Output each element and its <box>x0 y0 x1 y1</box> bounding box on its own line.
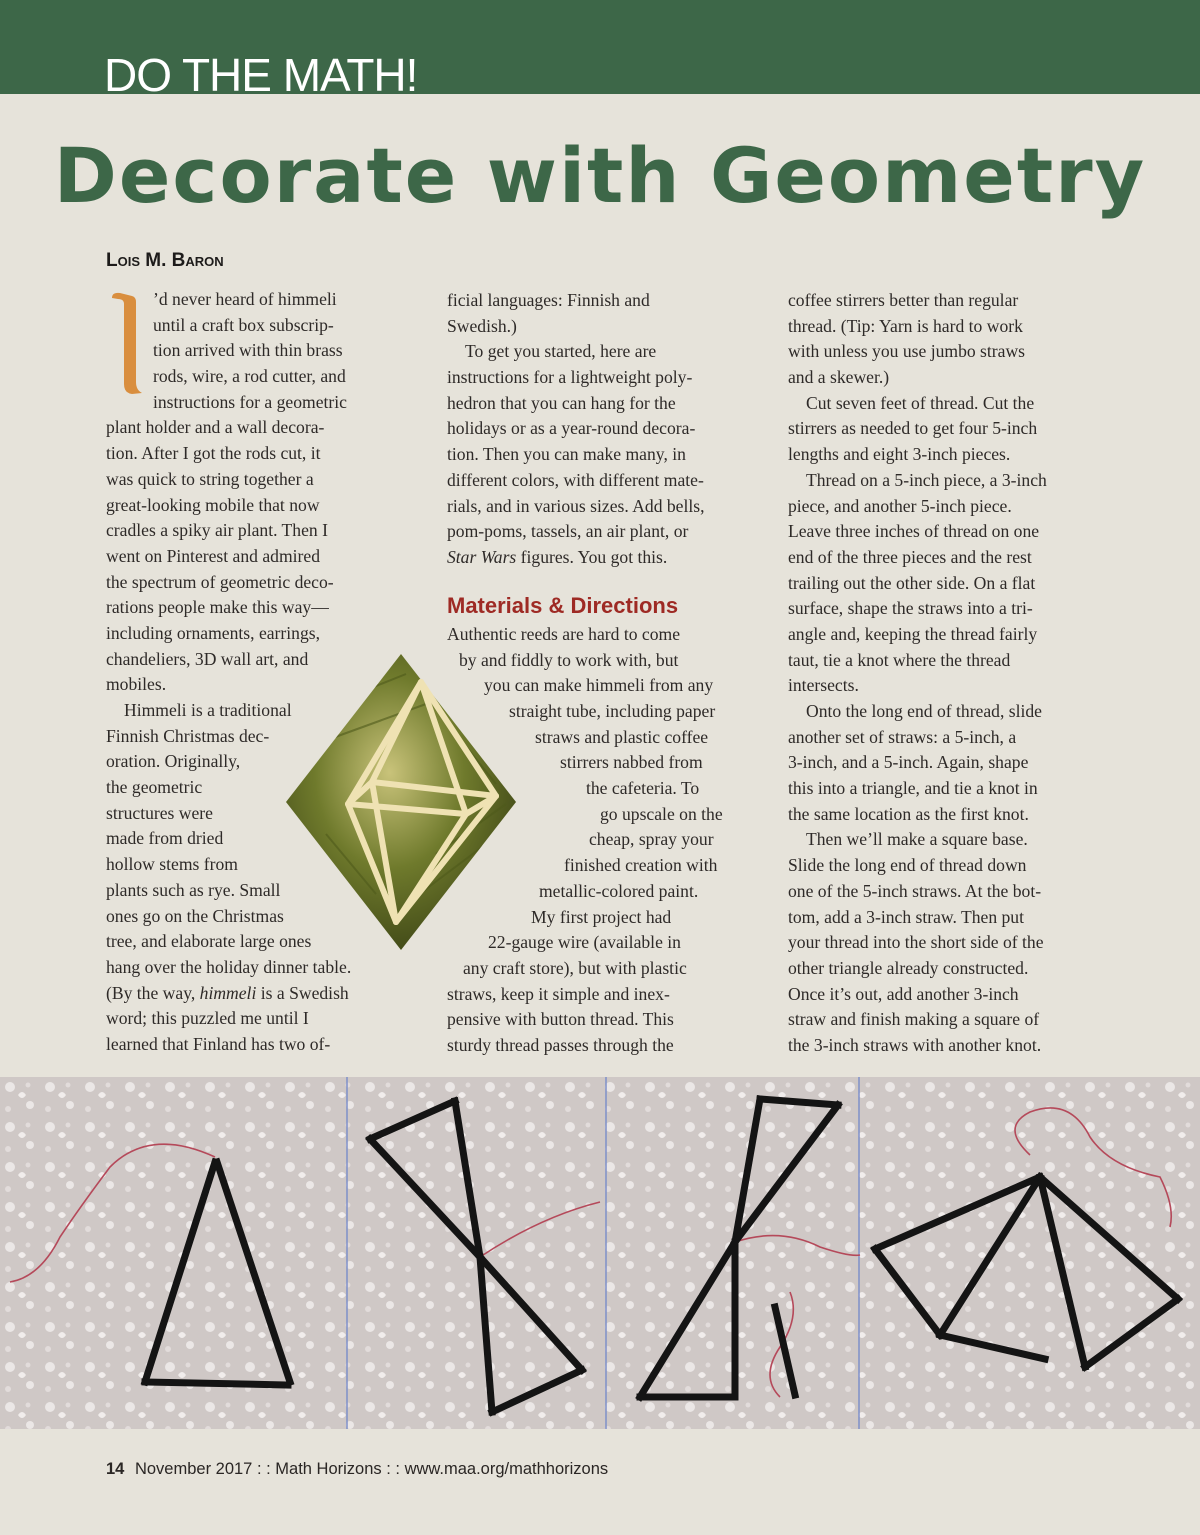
text-line: any craft store), but with plastic <box>463 957 687 978</box>
text-line: plants such as rye. Small <box>106 879 281 900</box>
text-fragment: (By the way, <box>106 982 200 1003</box>
text-line: rials, and in various sizes. Add bells, <box>447 495 705 516</box>
text-line: Himmeli is a traditional <box>124 700 292 720</box>
text-line: tion. After I got the rods cut, it <box>106 443 321 464</box>
text-line: ’d never heard of himmeli <box>153 289 337 309</box>
text-line: rods, wire, a rod cutter, and <box>153 366 346 387</box>
text-line: straw and finish making a square of <box>788 1009 1040 1030</box>
page-footer <box>106 1460 608 1479</box>
text-line: go upscale on the <box>600 803 723 824</box>
text-line: thread. (Tip: Yarn is hard to work <box>788 315 1023 336</box>
text-line: instructions for a geometric <box>153 391 347 412</box>
text-line: structures were <box>106 802 213 823</box>
section-label: DO THE MATH! <box>104 49 418 94</box>
text-line: metallic-colored paint. <box>539 880 699 901</box>
text-line: Then we’ll make a square base. <box>806 829 1028 850</box>
text-line: tion. Then you can make many, in <box>447 444 686 465</box>
text-line: cradles a spiky air plant. Then I <box>106 520 328 541</box>
text-line: coffee stirrers better than regular <box>788 290 1019 310</box>
text-line: by and fiddly to work with, but <box>459 649 679 670</box>
text-line: Thread on a 5-inch piece, a 3-inch <box>806 469 1047 490</box>
text-line: other triangle already constructed. <box>788 957 1029 978</box>
text-fragment: figures. You got this. <box>516 546 668 567</box>
text-line: the 3-inch straws with another knot. <box>788 1034 1042 1055</box>
text-line: Authentic reeds are hard to come <box>447 623 681 644</box>
text-line: was quick to string together a <box>106 468 314 489</box>
text-line: pensive with button thread. This <box>447 1009 674 1030</box>
text-line: instructions for a lightweight poly- <box>447 367 693 388</box>
text-line: your thread into the short side of the <box>788 932 1044 953</box>
page-number: 14 <box>106 1460 125 1478</box>
text-line: ficial languages: Finnish and <box>447 290 650 310</box>
text-line: pom-poms, tassels, an air plant, or <box>447 521 689 542</box>
text-line <box>447 545 759 571</box>
text-line <box>106 981 418 1007</box>
text-line: Once it’s out, add another 3-inch <box>788 983 1019 1004</box>
text-line: word; this puzzled me until I <box>106 1008 309 1029</box>
italic-term: himmeli <box>199 982 257 1003</box>
text-line: mobiles. <box>106 674 167 695</box>
text-line: oration. Originally, <box>106 751 241 772</box>
text-line: the geometric <box>106 777 203 798</box>
text-line: made from dried <box>106 828 224 849</box>
text-line: with unless you use jumbo straws <box>788 341 1026 362</box>
text-line: straight tube, including paper <box>509 701 716 721</box>
text-line: Onto the long end of thread, slide <box>806 701 1042 721</box>
text-line: this into a triangle, and tie a knot in <box>788 778 1038 799</box>
text-line: My first project had <box>531 906 672 927</box>
article-column-3 <box>788 288 1100 1059</box>
text-line: the same location as the first knot. <box>788 803 1029 824</box>
text-line: Swedish.) <box>447 315 517 336</box>
text-line: the cafeteria. To <box>586 778 700 799</box>
text-line: another set of straws: a 5-inch, a <box>788 726 1017 747</box>
text-line: To get you started, here are <box>465 341 657 362</box>
text-line: and a skewer.) <box>788 367 890 388</box>
text-line: you can make himmeli from any <box>484 675 714 696</box>
text-line: stirrers as needed to get four 5-inch <box>788 418 1038 439</box>
text-line: one of the 5-inch straws. At the bot- <box>788 880 1042 901</box>
footer-text: November 2017 : : Math Horizons : : www.maa.org/mathhorizons <box>134 1460 609 1478</box>
text-line: plant holder and a wall decora- <box>106 417 325 438</box>
text-line: tom, add a 3-inch straw. Then put <box>788 906 1024 927</box>
text-line: the spectrum of geometric deco- <box>106 571 334 592</box>
text-line: lengths and eight 3-inch pieces. <box>788 444 1011 465</box>
italic-term: Star Wars <box>447 546 517 567</box>
construction-steps-photo-strip <box>0 1077 1200 1429</box>
text-line: until a craft box subscrip- <box>153 314 334 335</box>
text-line: finished creation with <box>564 855 718 876</box>
text-line: holidays or as a year-round decora- <box>447 418 696 439</box>
text-line: including ornaments, earrings, <box>106 622 321 643</box>
text-line: rations people make this way— <box>106 597 329 618</box>
text-line: end of the three pieces and the rest <box>788 546 1032 567</box>
text-line: tree, and elaborate large ones <box>106 931 312 952</box>
section-subhead: Materials & Directions <box>447 593 679 618</box>
text-line: surface, shape the straws into a tri- <box>788 598 1033 619</box>
text-line: hang over the holiday dinner table. <box>106 956 352 977</box>
text-line: stirrers nabbed from <box>560 752 703 773</box>
text-line: different colors, with different mate- <box>447 469 704 490</box>
text-line: taut, tie a knot where the thread <box>788 649 1011 670</box>
text-line: 3-inch, and a 5-inch. Again, shape <box>788 752 1029 773</box>
text-line: ones go on the Christmas <box>106 905 284 926</box>
text-line: great-looking mobile that now <box>106 494 320 515</box>
text-line: straws and plastic coffee <box>535 726 709 747</box>
text-line: went on Pinterest and admired <box>106 545 321 566</box>
text-fragment: is a Swedish <box>256 982 349 1003</box>
text-line: hedron that you can hang for the <box>447 392 676 413</box>
author-byline: Lois M. Baron <box>106 250 224 271</box>
text-line: hollow stems from <box>106 854 238 875</box>
text-line: sturdy thread passes through the <box>447 1034 674 1055</box>
text-line: 22-gauge wire (available in <box>488 932 681 953</box>
text-line: Leave three inches of thread on one <box>788 521 1040 542</box>
text-line: Cut seven feet of thread. Cut the <box>806 392 1035 413</box>
text-line: tion arrived with thin brass <box>153 340 343 361</box>
text-line: chandeliers, 3D wall art, and <box>106 648 309 669</box>
himmeli-ornament-photo <box>286 654 516 950</box>
article-title: Decorate with Geometry <box>53 131 1147 220</box>
text-line: angle and, keeping the thread fairly <box>788 623 1038 644</box>
text-line: Slide the long end of thread down <box>788 855 1027 876</box>
text-line: trailing out the other side. On a flat <box>788 572 1036 593</box>
text-line: Finnish Christmas dec- <box>106 725 270 746</box>
text-line: piece, and another 5-inch piece. <box>788 495 1012 516</box>
text-line: learned that Finland has two of- <box>106 1033 331 1054</box>
text-line: intersects. <box>788 675 859 696</box>
text-line: straws, keep it simple and inex- <box>447 983 670 1004</box>
section-header-band <box>0 0 1200 94</box>
text-line: cheap, spray your <box>589 829 714 850</box>
